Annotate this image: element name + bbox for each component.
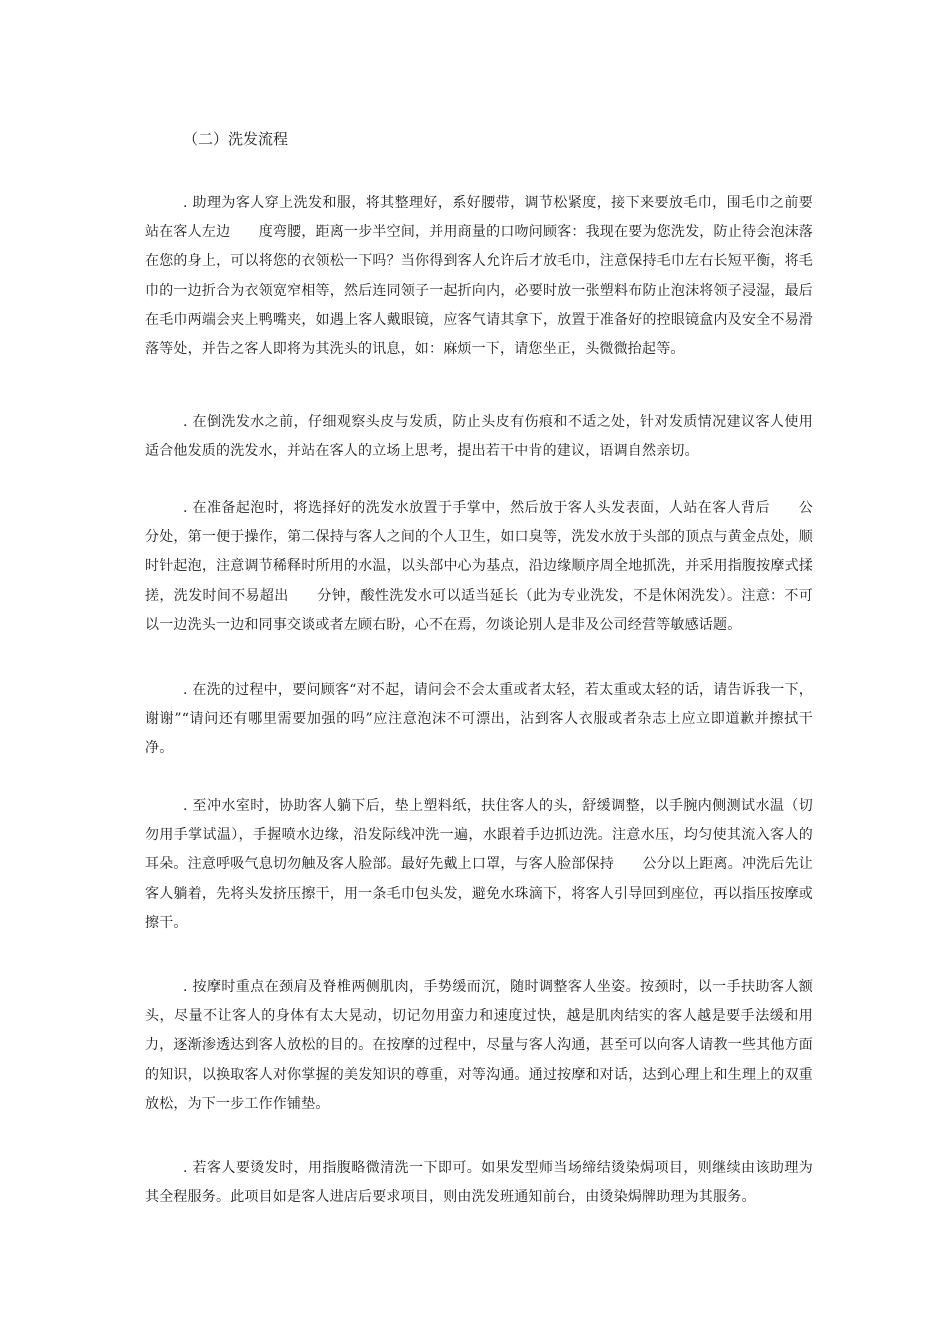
section-heading: （二）洗发流程	[183, 130, 289, 148]
paragraph-5: . 至冲水室时，协助客人躺下后，垫上塑料纸，扶住客人的头，舒缓调整，以手腕内侧测试水温（切勿用手掌试温），手握喷水边缘，沿发际线冲洗一遍，水跟着手边抓边洗。注意水压，均匀使其流入客人的耳朵。注意呼吸气息切勿触及客人脸部。最好先戴上口罩，与客人脸部保持 公分以上距离。冲洗后先让客人躺着，先将头发挤压擦干，用一条毛巾包头发，避免水珠滴下，将客人引导回到座位，再以指压按摩或擦干。	[145, 798, 813, 931]
paragraph-3: . 在准备起泡时，将选择好的洗发水放置于手掌中，然后放于客人头发表面，人站在客人背后 公分处，第一便于操作，第二保持与客人之间的个人卫生，如口臭等，洗发水放于头部的顶点与黄金点处，顺时针起泡，注意调节稀释时所用的水温，以头部中心为基点，沿边缘顺序周全地抓洗，并采用指腹按摩式揉搓，洗发时间不易超出 分钟，酸性洗发水可以适当延长（此为专业洗发，不是休闲洗发）。注意：不可以一边洗头一边和同事交谈或者左顾右盼，心不在焉，勿谈论别人是非及公司经营等敏感话题。	[145, 500, 813, 633]
paragraph-4: . 在洗的过程中，要问顾客“对不起，请问会不会太重或者太轻，若太重或太轻的话，请告诉我一下，谢谢”“请问还有哪里需要加强的吗”应注意泡沫不可漂出，沾到客人衣服或者杂志上应立即道歉并擦拭干净。	[145, 682, 813, 757]
paragraph-7: . 若客人要烫发时，用指腹略微清洗一下即可。如果发型师当场缔结烫染焗项目，则继续由该助理为其全程服务。此项目如是客人进店后要求项目，则由洗发班通知前台，由烫染焗牌助理为其服务。	[145, 1160, 813, 1206]
paragraph-1: . 助理为客人穿上洗发和服，将其整理好，系好腰带，调节松紧度，接下来要放毛巾，围毛巾之前要站在客人左边 度弯腰，距离一步半空间，并用商量的口吻问顾客：我现在要为您洗发，防止待会泡沫落在您的身上，可以将您的衣领松一下吗？当你得到客人允许后才放毛巾，注意保持毛巾左右长短平衡，将毛巾的一边折合为衣领宽窄相等，然后连同领子一起折向内，必要时放一张塑料布防止泡沫将领子浸湿，最后在毛巾两端会夹上鸭嘴夹，如遇上客人戴眼镜，应客气请其拿下，放置于准备好的控眼镜盒内及安全不易滑落等处，并告之客人即将为其洗头的讯息，如：麻烦一下，请您坐正，头微微抬起等。	[145, 195, 813, 358]
paragraph-6: . 按摩时重点在颈肩及脊椎两侧肌肉，手势缓而沉，随时调整客人坐姿。按颈时，以一手扶助客人额头，尽量不让客人的身体有太大晃动，切记勿用蛮力和速度过快，越是肌肉结实的客人越是要手法缓和用力，逐渐渗透达到客人放松的目的。在按摩的过程中，尽量与客人沟通，甚至可以向客人请教一些其他方面的知识，以换取客人对你掌握的美发知识的尊重，对等沟通。通过按摩和对话，达到心理上和生理上的双重放松，为下一步工作作铺垫。	[145, 979, 813, 1112]
paragraph-2: . 在倒洗发水之前，仔细观察头皮与发质，防止头皮有伤痕和不适之处，针对发质情况建议客人使用适合他发质的洗发水，并站在客人的立场上思考，提出若干中肯的建议，语调自然亲切。	[145, 414, 813, 460]
